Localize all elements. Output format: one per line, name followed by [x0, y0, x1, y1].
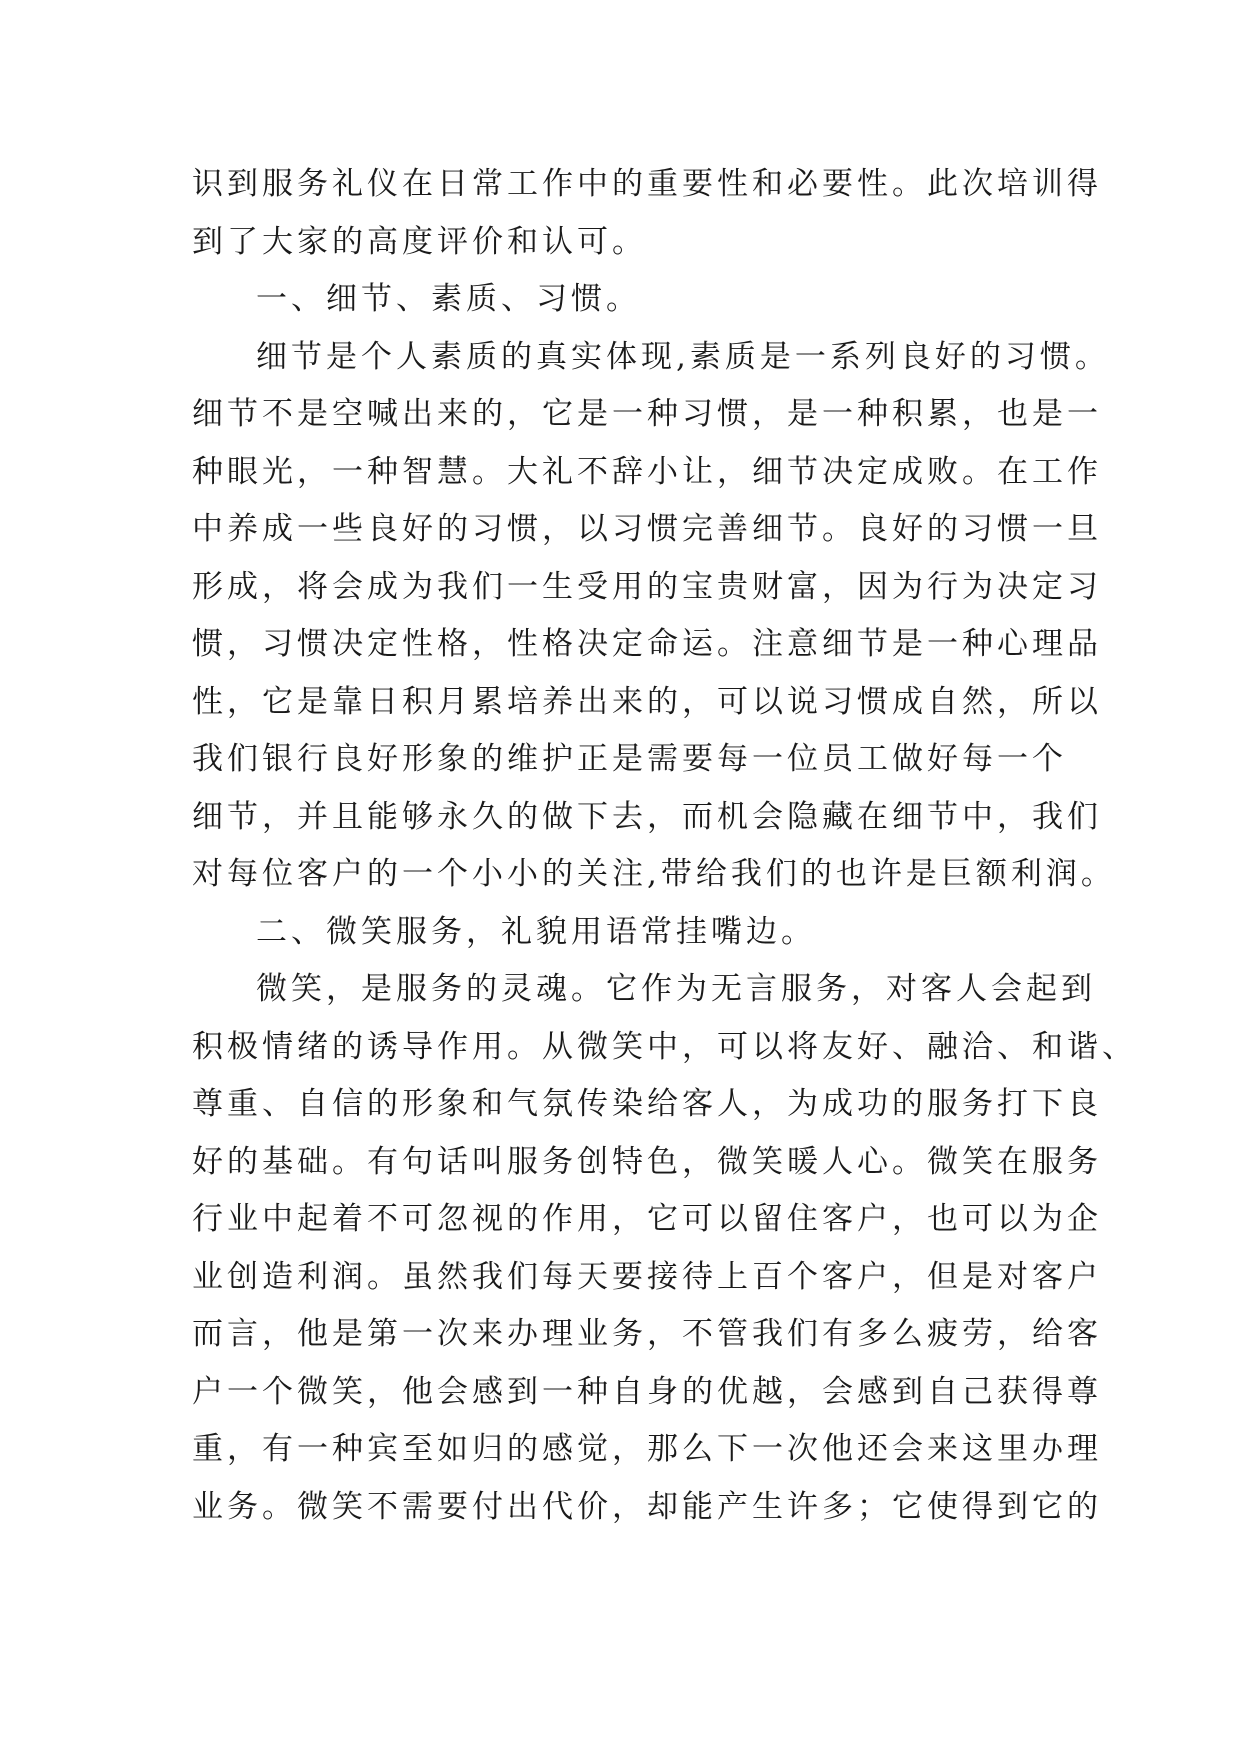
text-line: 重，有一种宾至如归的感觉，那么下一次他还会来这里办理 [192, 1431, 1102, 1467]
text-line: 业创造利润。虽然我们每天要接待上百个客户，但是对客户 [192, 1258, 1102, 1295]
section-heading: 二、微笑服务，礼貌用语常挂嘴边。 [256, 913, 816, 950]
text-line: 微笑，是服务的灵魂。它作为无言服务，对客人会起到 [256, 971, 1096, 1007]
text-line: 种眼光，一种智慧。大礼不辞小让，细节决定成败。在工作 [192, 453, 1102, 490]
text-line: 而言，他是第一次来办理业务，不管我们有多么疲劳，给客 [192, 1316, 1102, 1352]
text-line: 好的基础。有句话叫服务创特色，微笑暖人心。微笑在服务 [192, 1143, 1102, 1180]
text-line: 识到服务礼仪在日常工作中的重要性和必要性。此次培训得 [192, 166, 1102, 202]
text-line: 业务。微笑不需要付出代价，却能产生许多；它使得到它的 [192, 1488, 1102, 1525]
text-line: 积极情绪的诱导作用。从微笑中，可以将友好、融洽、和谐、 [192, 1028, 1137, 1065]
text-line: 户一个微笑，他会感到一种自身的优越，会感到自己获得尊 [192, 1373, 1102, 1410]
text-line: 到了大家的高度评价和认可。 [192, 223, 647, 260]
text-line: 中养成一些良好的习惯，以习惯完善细节。良好的习惯一旦 [192, 511, 1102, 547]
text-line: 行业中起着不可忽视的作用，它可以留住客户，也可以为企 [192, 1201, 1102, 1237]
document-body [192, 156, 1137, 1536]
section-heading: 一、细节、素质、习惯。 [256, 281, 641, 317]
text-line: 细节不是空喊出来的，它是一种习惯，是一种积累，也是一 [192, 396, 1102, 432]
text-line: 细节，并且能够永久的做下去，而机会隐藏在细节中，我们 [192, 798, 1102, 835]
text-line: 惯，习惯决定性格，性格决定命运。注意细节是一种心理品 [192, 626, 1102, 662]
text-line: 性，它是靠日积月累培养出来的，可以说习惯成自然，所以 [192, 683, 1102, 720]
text-line: 我们银行良好形象的维护正是需要每一位员工做好每一个 [192, 741, 1067, 777]
text-line: 细节是个人素质的真实体现,素质是一系列良好的习惯。 [256, 338, 1110, 375]
text-line: 形成，将会成为我们一生受用的宝贵财富，因为行为决定习 [192, 568, 1102, 605]
text-line: 对每位客户的一个小小的关注,带给我们的也许是巨额利润。 [192, 856, 1116, 892]
text-line: 尊重、自信的形象和气氛传染给客人，为成功的服务打下良 [192, 1086, 1102, 1122]
